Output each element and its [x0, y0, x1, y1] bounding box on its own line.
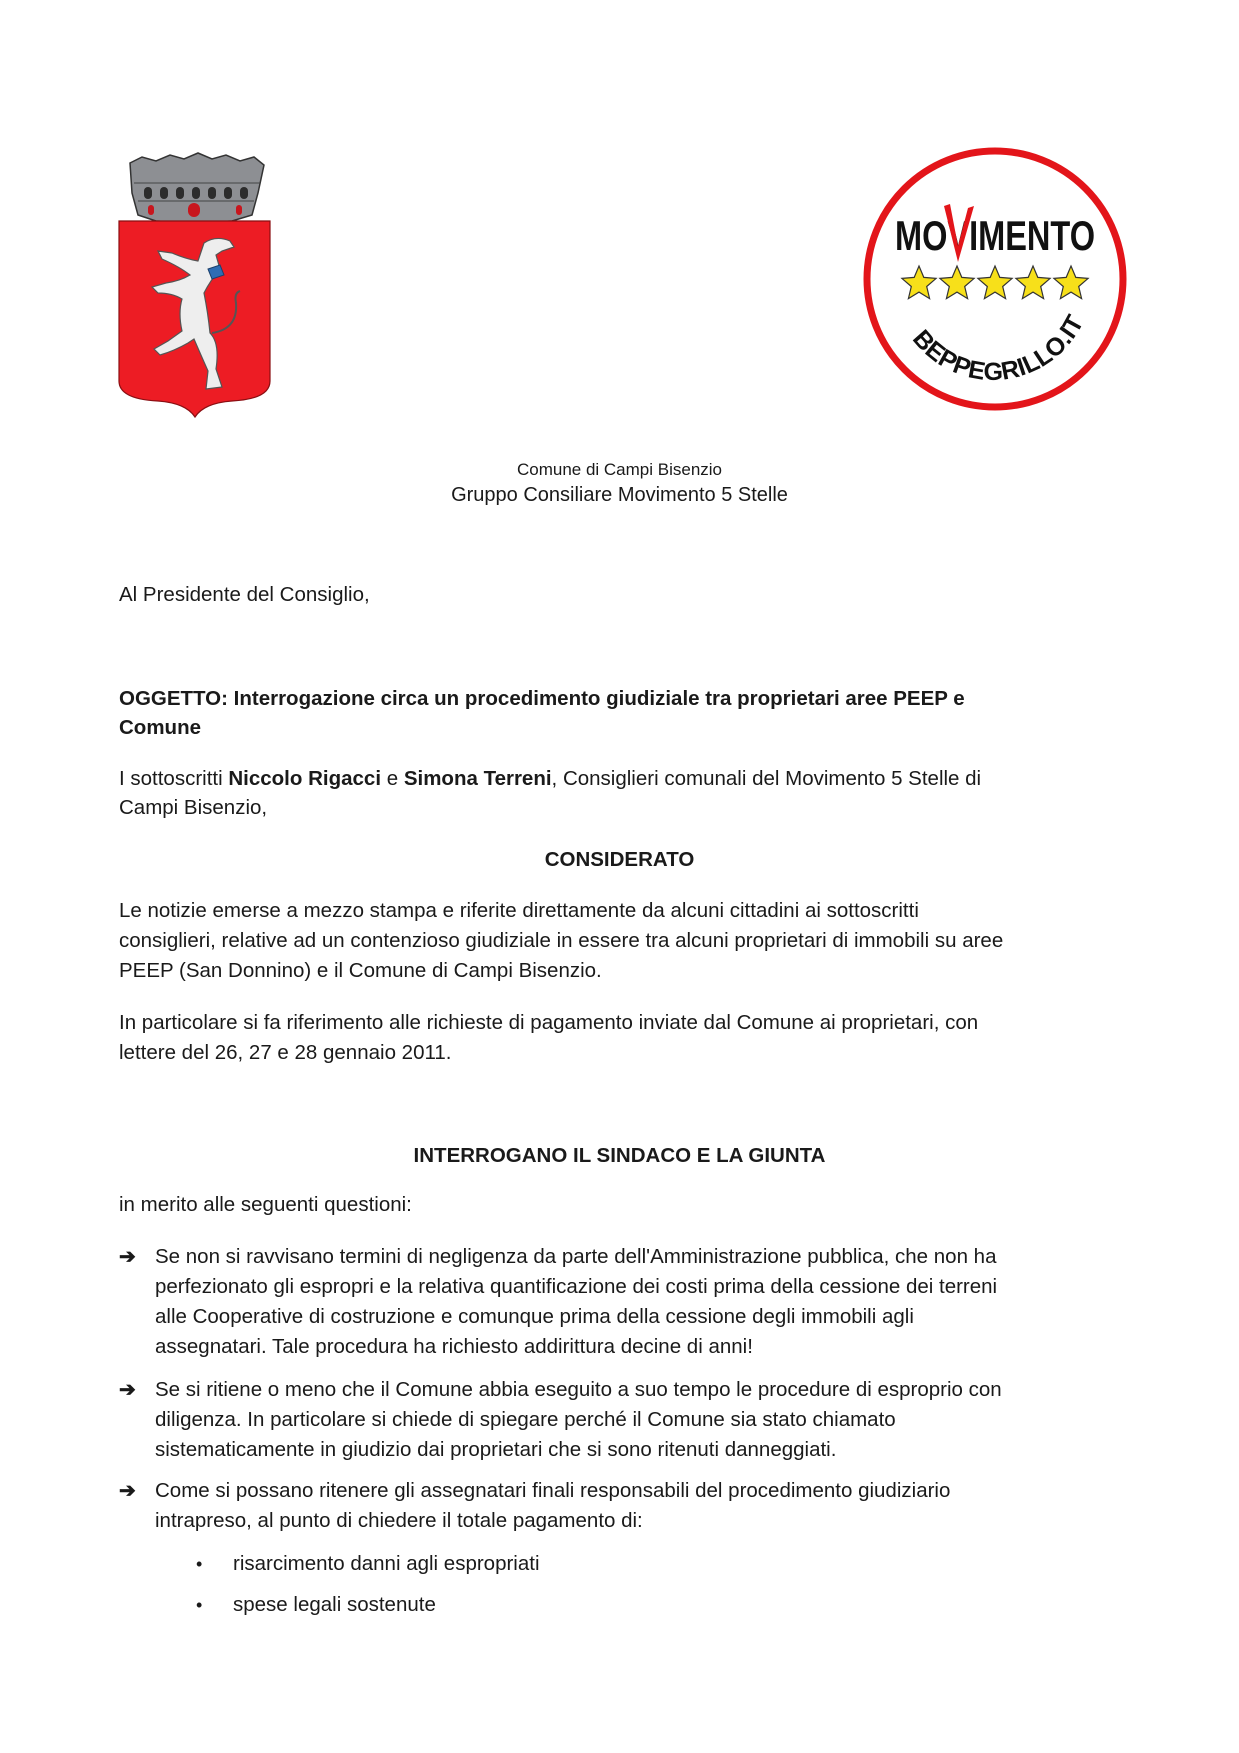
signer-2: Simona Terreni	[403, 767, 552, 790]
intro-suffix: , Consiglieri comunali del Movimento 5 Stelle di	[551, 767, 982, 790]
arrow-right-icon: ➔	[119, 1246, 136, 1268]
interrogano-heading: INTERROGANO IL SINDACO E LA GIUNTA	[413, 1144, 826, 1167]
question-line: sistematicamente in giudizio dai proprietari che si sono ritenuti danneggiati.	[155, 1438, 837, 1461]
question-line: Se non si ravvisano termini di negligenza da parte dell'Amministrazione pubblica, che non ha	[155, 1245, 997, 1268]
sub-item-text: spese legali sostenute	[233, 1593, 436, 1616]
question-line: perfezionato gli espropri e la relativa quantificazione dei costi prima della cessione dei terreni	[155, 1275, 998, 1298]
question-item	[0, 1375, 1239, 1465]
question-item	[0, 1242, 1239, 1362]
arrow-right-icon: ➔	[119, 1379, 136, 1401]
sub-item	[0, 1590, 1239, 1620]
intro-line-2: Campi Bisenzio,	[119, 796, 268, 819]
mural-crown-icon	[130, 153, 264, 223]
question-line: diligenza. In particolare si chiede di spiegare perché il Comune sia stato chiamato	[155, 1408, 896, 1431]
subject-line-1: OGGETTO: Interrogazione circa un procedimento giudiziale tra proprietari aree PEEP e	[119, 687, 965, 710]
considerato-p1-line: PEEP (San Donnino) e il Comune di Campi Bisenzio.	[119, 959, 602, 982]
bullet-icon: •	[196, 1595, 203, 1615]
sub-item-text: risarcimento danni agli espropriati	[233, 1552, 540, 1575]
subject-line-2: Comune	[119, 716, 201, 739]
intro-mid: e	[381, 767, 404, 790]
signer-1: Niccolo Rigacci	[228, 767, 382, 790]
question-line: intrapreso, al punto di chiedere il totale pagamento di:	[155, 1509, 643, 1532]
considerato-p2-line: In particolare si fa riferimento alle richieste di pagamento inviate dal Comune ai proprietari, con	[119, 1011, 979, 1034]
considerato-p1-line: consiglieri, relative ad un contenzioso giudiziale in essere tra alcuni proprietari di immobili su aree	[119, 929, 1004, 952]
arrow-right-icon: ➔	[119, 1480, 136, 1502]
question-line: Se si ritiene o meno che il Comune abbia eseguito a suo tempo le procedure di esproprio con	[155, 1378, 1002, 1401]
group-name: Gruppo Consiliare Movimento 5 Stelle	[451, 484, 788, 506]
question-line: alle Cooperative di costruzione e comunque prima della cessione degli immobili agli	[155, 1305, 914, 1328]
considerato-p2-line: lettere del 26, 27 e 28 gennaio 2011.	[119, 1041, 452, 1064]
logo-word: MOVIMENTO	[895, 212, 1095, 259]
question-line: Come si possano ritenere gli assegnatari finali responsabili del procedimento giudiziario	[155, 1479, 951, 1502]
addressee: Al Presidente del Consiglio,	[119, 583, 370, 606]
bullet-icon: •	[196, 1554, 203, 1574]
intro-line-1	[119, 764, 981, 794]
logo-url: BEPPEGRILLO.IT	[907, 310, 1090, 387]
question-item	[0, 1476, 1239, 1536]
considerato-p1-line: Le notizie emerse a mezzo stampa e riferite direttamente da alcuni cittadini ai sottoscritti	[119, 899, 919, 922]
institution-name: Comune di Campi Bisenzio	[516, 460, 723, 479]
considerato-heading: CONSIDERATO	[544, 848, 695, 871]
movimento-5-stelle-logo	[858, 142, 1132, 416]
sub-item	[0, 1549, 1239, 1579]
merito-line: in merito alle seguenti questioni:	[119, 1193, 412, 1216]
coat-of-arms-logo	[112, 143, 277, 418]
intro-prefix: I sottoscritti	[119, 767, 229, 790]
question-line: assegnatari. Tale procedura ha richiesto addirittura decine di anni!	[155, 1335, 753, 1358]
